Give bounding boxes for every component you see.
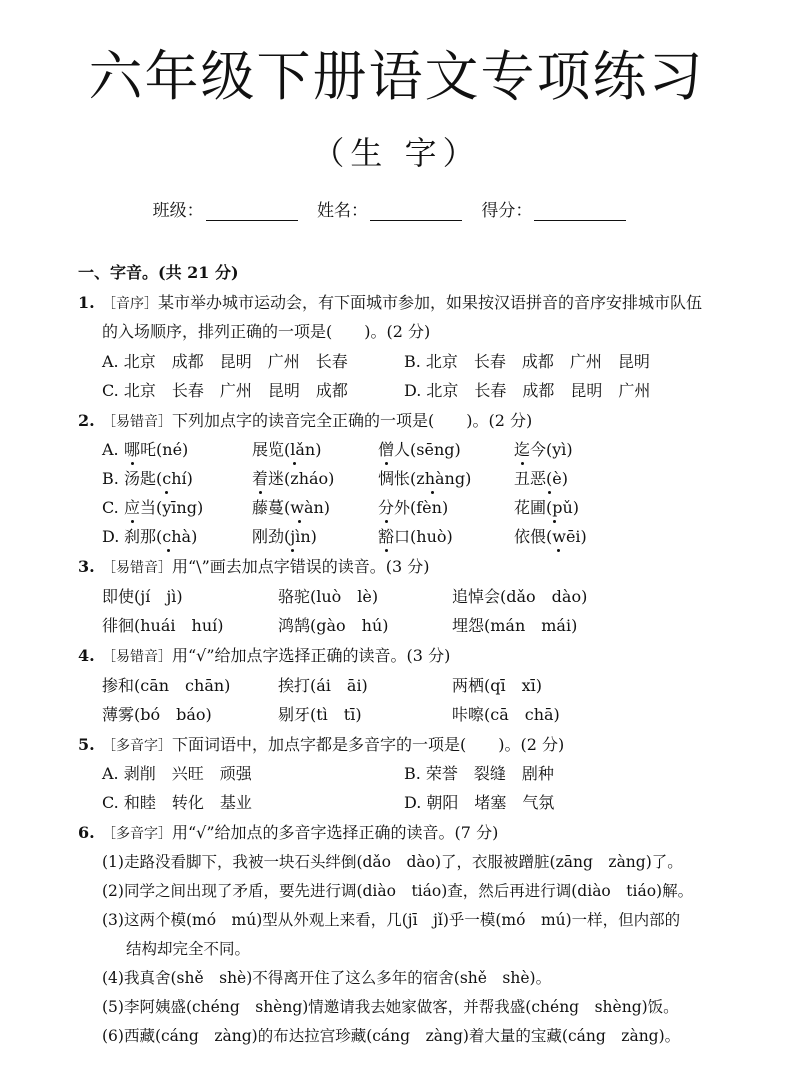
question-number: 2.	[78, 411, 95, 430]
word-item: 咔嚓(cā chā)	[452, 705, 560, 724]
dotted-rest: 恶(è)	[530, 469, 568, 488]
word-item	[514, 469, 568, 489]
sub-question-4: (4)我真舍(shě shè)不得离开住了这么多年的宿舍(shě shè)。	[102, 969, 552, 987]
question-number: 3.	[78, 557, 95, 576]
word-item: 薄雾(bó báo)	[102, 705, 212, 724]
word-item	[252, 527, 317, 547]
sub-question-3: (3)这两个模(mó mú)型从外观上来看，几(jī jǐ)乎一模(mó mú)一样，但内部的	[102, 911, 681, 929]
word-rest: 当(yīng)	[140, 498, 204, 517]
char: 藤	[252, 498, 269, 517]
dotted-rest: 那(chà)	[140, 527, 198, 546]
question-tag: ［易错音］	[102, 414, 172, 430]
dotted-rest: 蔓(wàn)	[268, 498, 331, 517]
question-tag: ［多音字］	[102, 738, 172, 754]
word-item	[514, 527, 587, 547]
question-4	[78, 646, 450, 667]
word-item: 挨打(ái āi)	[278, 676, 368, 695]
dotted-char: 僧	[378, 440, 395, 459]
word-rest: 口(huò)	[394, 527, 453, 546]
dotted-char: 分	[378, 498, 395, 517]
score-blank[interactable]	[534, 202, 626, 221]
word-item: 鸿鹄(gào hú)	[278, 616, 389, 635]
word-item	[124, 469, 193, 489]
option-a: A. 北京 成都 昆明 广州 长春	[102, 352, 348, 371]
sub-question-3-cont: 结构却完全不同。	[126, 940, 251, 958]
char: 刹	[124, 527, 141, 546]
dotted-char: 豁	[378, 527, 395, 546]
word-item: 掺和(cān chān)	[102, 676, 231, 695]
option-label: C.	[102, 498, 119, 517]
char: 惆	[378, 469, 395, 488]
student-info-line	[0, 196, 793, 221]
char: 花	[514, 498, 531, 517]
word-item	[124, 527, 197, 547]
option-c: C. 和睦 转化 基业	[102, 793, 252, 812]
dotted-rest: 偎(wēi)	[530, 527, 587, 546]
option-row-d	[102, 527, 587, 547]
word-item	[514, 440, 573, 460]
sub-question-5: (5)李阿姨盛(chéng shèng)情邀请我去她家做客，并帮我盛(chéng shèng)饭。	[102, 998, 679, 1016]
char: 丑	[514, 469, 531, 488]
dotted-rest: 怅(zhàng)	[394, 469, 472, 488]
option-row-b	[102, 469, 568, 489]
word-rest: 人(sēng)	[394, 440, 461, 459]
question-number: 1.	[78, 293, 95, 312]
word-item	[378, 527, 453, 547]
dotted-char: 应	[124, 498, 141, 517]
sub-question-2: (2)同学之间出现了矛盾，要先进行调(diào tiáo)查，然后再进行调(diào tiáo)解。	[102, 882, 694, 900]
word-item	[252, 440, 321, 460]
option-d: D. 朝阳 堵塞 气氛	[404, 793, 555, 812]
dotted-char: 着	[252, 469, 269, 488]
word-item	[124, 498, 203, 518]
question-tag: ［音序］	[102, 296, 158, 312]
word-rest: 吒(né)	[140, 440, 189, 459]
question-text: 用“√”给加点的多音字选择正确的读音。(7 分)	[172, 823, 499, 842]
word-item	[252, 469, 334, 489]
question-text: 下列加点字的读音完全正确的一项是( )。(2 分)	[172, 411, 533, 430]
page-subtitle: （生 字）	[312, 134, 481, 172]
question-6	[78, 823, 498, 844]
question-number: 4.	[78, 646, 95, 665]
word-item: 骆驼(luò lè)	[278, 587, 379, 606]
option-d: D. 北京 长春 成都 昆明 广州	[404, 381, 651, 400]
word-item	[378, 469, 471, 489]
char: 刚	[252, 527, 269, 546]
question-text: 下面词语中，加点字都是多音字的一项是( )。(2 分)	[172, 735, 565, 754]
word-rest: 迷(zháo)	[268, 469, 335, 488]
question-5	[78, 735, 564, 756]
dotted-rest: 匙(chí)	[140, 469, 193, 488]
question-tag: ［易错音］	[102, 649, 172, 665]
word-item	[514, 498, 579, 518]
word-item: 剔牙(tì tī)	[278, 705, 362, 724]
page-title: 六年级下册语文专项练习	[88, 45, 705, 108]
option-label: D.	[102, 527, 120, 546]
name-label: 姓名：	[317, 201, 368, 221]
question-2	[78, 411, 532, 432]
question-text: 用“\”画去加点字错误的读音。(3 分)	[172, 557, 430, 576]
dotted-char: 哪	[124, 440, 141, 459]
word-item: 埋怨(mán mái)	[452, 616, 578, 635]
section-heading: 一、字音。(共 21 分)	[78, 263, 239, 282]
sub-question-6: (6)西藏(cáng zàng)的布达拉宫珍藏(cáng zàng)着大量的宝藏(cáng zàng)。	[102, 1027, 681, 1045]
question-3	[78, 557, 430, 578]
question-number: 5.	[78, 735, 95, 754]
sub-question-1: (1)走路没看脚下，我被一块石头绊倒(dǎo dào)了，衣服被蹭脏(zāng zàng)了。	[102, 853, 683, 871]
word-item: 追悼会(dǎo dào)	[452, 587, 588, 606]
question-tag: ［易错音］	[102, 560, 172, 576]
dotted-rest: 圃(pǔ)	[530, 498, 580, 517]
option-b: B. 荣誉 裂缝 剧种	[404, 764, 554, 783]
dotted-char: 迄	[514, 440, 531, 459]
word-item	[252, 498, 330, 518]
class-label: 班级：	[152, 201, 204, 221]
word-item	[378, 440, 461, 460]
option-label: A.	[102, 440, 119, 459]
option-b: B. 北京 长春 成都 广州 昆明	[404, 352, 650, 371]
char: 展	[252, 440, 269, 459]
option-c: C. 北京 长春 广州 昆明 成都	[102, 381, 348, 400]
question-tag: ［多音字］	[102, 826, 172, 842]
option-a: A. 剥削 兴旺 顽强	[102, 764, 252, 783]
name-blank[interactable]	[370, 202, 462, 221]
question-text: 某市举办城市运动会，有下面城市参加，如果按汉语拼音的音序安排城市队伍	[158, 293, 703, 312]
word-item: 即使(jí jì)	[102, 587, 183, 606]
char: 依	[514, 527, 531, 546]
question-1	[78, 293, 702, 314]
question-number: 6.	[78, 823, 95, 842]
option-row-c	[102, 498, 580, 518]
question-text: 用“√”给加点字选择正确的读音。(3 分)	[172, 646, 451, 665]
dotted-rest: 览(lǎn)	[268, 440, 322, 459]
option-label: B.	[102, 469, 119, 488]
score-label: 得分：	[481, 201, 533, 221]
word-item	[378, 498, 448, 518]
word-rest: 外(fèn)	[394, 498, 449, 517]
word-item: 徘徊(huái huí)	[102, 616, 224, 635]
option-row-a	[102, 440, 573, 460]
question-text-cont: 的入场顺序，排列正确的一项是( )。(2 分)	[102, 322, 431, 341]
word-rest: 今(yì)	[530, 440, 573, 459]
class-blank[interactable]	[206, 202, 298, 221]
dotted-rest: 劲(jìn)	[268, 527, 317, 546]
word-item: 两栖(qī xī)	[452, 676, 542, 695]
word-item	[124, 440, 188, 460]
char: 汤	[124, 469, 141, 488]
